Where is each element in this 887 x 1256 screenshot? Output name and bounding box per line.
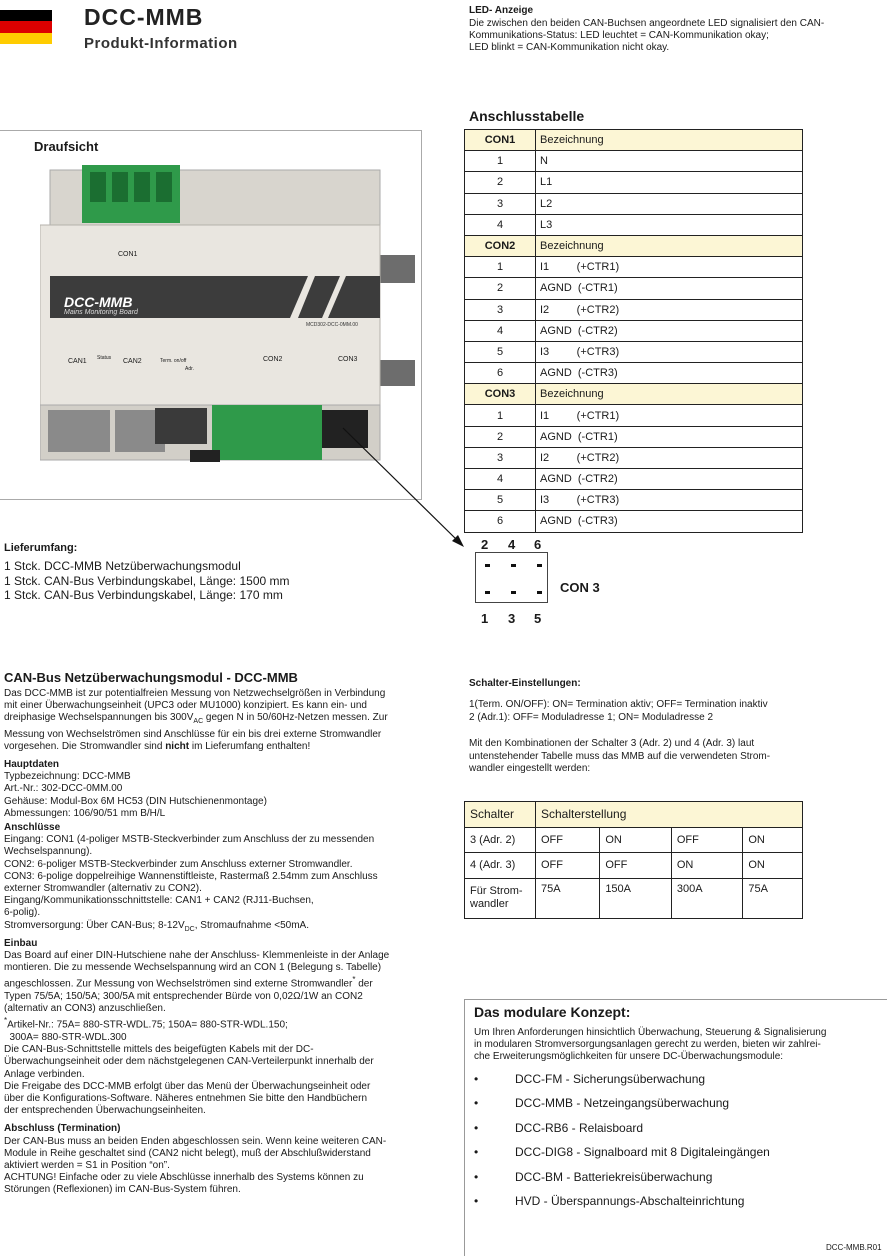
list-item: • HVD - Überspannungs-Abschalteinrichtung — [474, 1194, 874, 1218]
device-label: DCC-MMB — [64, 294, 133, 310]
led-text: Die zwischen den beiden CAN-Buchsen angeordnete LED signalisiert den CAN- Kommunikations-Status: LED leuchtet = CAN-Kommunikation okay; LED blinkt = CAN-Kommunikation nicht okay. — [469, 18, 825, 53]
table-row: 2 AGND (-CTR1) — [465, 426, 803, 447]
table-row: 3 (Adr. 2) OFF ON OFF ON — [465, 827, 803, 853]
device-adr-label: Adr. — [185, 366, 194, 372]
table-header-row: CON1 Bezeichnung — [465, 130, 803, 151]
schalter-heading: Schalter-Einstellungen: — [469, 678, 581, 689]
table-row: 2 AGND (-CTR1) — [465, 278, 803, 299]
list-item: • DCC-FM - Sicherungsüberwachung — [474, 1072, 874, 1096]
table-row: 3 L2 — [465, 193, 803, 214]
list-item: • DCC-RB6 - Relaisboard — [474, 1121, 874, 1145]
table-row: 4 L3 — [465, 214, 803, 235]
con3-connector-diagram — [475, 552, 548, 603]
lieferumfang-list: 1 Stck. DCC-MMB Netzüberwachungsmodul 1 Stck. CAN-Bus Verbindungskabel, Länge: 1500 mm 1 Stck. CAN-Bus Verbindungskabel, Länge: 170 mm — [4, 559, 290, 602]
device-status-label: Status — [97, 355, 112, 361]
can-section-body: Das DCC-MMB ist zur potentialfreien Messung von Netzwechselgrößen in Verbindung mit einer Überwachungseinheit (UPC3 oder MU1000) konzipiert. Es kann ein- und dreiphasige Wechselspannungen bis $300V_{AC}$ gegen N in 50/60Hz-Netzen messen. Zur Messung von Wechselströmen sind Anschlüsse für ein bis drei externe Stromwandler vorgesehen. Die Stromwandler sind nicht im Lieferumfang enthalten! Hauptdaten Typbezeichnung: DCC-MMB Art.-Nr.: 302-DCC-0MM.00 Gehäuse: Modul-Box 6M HC53 (DIN Hutschienenmontage) Abmessungen: 106/90/51 mm B/H/L Anschlüsse Eingang: CON1 (4-poliger MSTB-Steckverbinder zum Anschluss der zu messenden Wechselspannung). CON2: 6-poliger MSTB-Steckverbinder zum Anschluss externer Stromwandler. CON3: 6-polige doppelreihige Wannenstiftleiste, Rastermaß 2.54mm zum Anschluss externer Stromwandler (alternativ zu CON2). Eingang/Kommunikationsschnittstelle: CAN1 + CAN2 (RJ11-Buchsen, 6-polig). Stromversorgung: Über CAN-Bus; $8-12V_{DC}$, Stromaufnahme <50mA. Einbau Das Board auf einer DIN-Hutschiene nahe der Anschluss- Klemmenleiste in der Anlage montieren. Die zu messende Wechselspannung wird an CON 1 (Belegung s. Tabelle) angeschlossen. Zur Messung von Wechselströmen sind externe Stromwandler* der Typen 75/5A; 150/5A; 300/5A mit entsprechender Bürde von 0,02Ω/1W an CON2 (alternativ an CON3) anzuschließen. *Artikel-Nr.: 75A= 880-STR-WDL.75; 150A= 880-STR-WDL.150; 300A= 880-STR-WDL.300 Die CAN-Bus-Schnittstelle mittels des beigefügten Kabels mit der DC- Überwachungseinheit oder dem nächstgelegenen CAN-Verteilerpunkt innerhalb der Anlage verbinden. Die Freigabe des DCC-MMB erfolgt über das Menü der Überwachungseinheit oder über die Konfigurations-Software. Näheres entnehmen Sie bitte den Handbüchern der entsprechenden Überwachungseinheiten. Abschluss (Termination) Der CAN-Bus muss an beiden Enden abgeschlossen sein. Wenn keine weiteren CAN- Module in Reihe geschaltet sind (CAN2 nicht belegt), muß der Abschlußwiderstand aktiviert werden = S1 in Position “on”. ACHTUNG! Einfache oder zu viele Abschlüsse innerhalb des Systems können zu Störungen (Reflexionen) im CAN-Bus-System führen. — [4, 688, 390, 1196]
con3-pin-6: 6 — [534, 537, 542, 552]
schalter-text: 1(Term. ON/OFF): ON= Termination aktiv; OFF= Termination inaktiv 2 (Adr.1): OFF= Moduladresse 1; ON= Moduladresse 2 Mit den Kombinationen der Schalter 3 (Adr. 2) und 4 (Adr. 3) laut untenstehender Tabelle muss das MMB auf die verwendeten Strom- wandler eingestellt werden: — [469, 699, 771, 774]
modular-text: Um Ihren Anforderungen hinsichtlich Überwachung, Steuerung & Signalisierung in modularen Stromversorgungsanlagen gerecht zu werden, bieten wir zahlrei- che Erweiterungsmöglichkeiten für unsere DC-Überwachungsmodule: — [474, 1027, 827, 1062]
anschluss-table — [464, 129, 803, 533]
lieferumfang-heading: Lieferumfang: — [4, 542, 78, 554]
list-item: • DCC-BM - Batteriekreisüberwachung — [474, 1170, 874, 1194]
device-con3-label: CON3 — [338, 356, 358, 363]
device-con1-label: CON1 — [118, 251, 138, 258]
table-row: 6 AGND (-CTR3) — [465, 511, 803, 532]
figure-title: Draufsicht — [34, 139, 99, 154]
modular-list — [474, 1072, 874, 1218]
table-row: 5 I3 (+CTR3) — [465, 490, 803, 511]
table-row: 1 I1 (+CTR1) — [465, 257, 803, 278]
table-row: 4 AGND (-CTR2) — [465, 320, 803, 341]
con3-pin-5: 5 — [534, 611, 542, 626]
table-row: 5 I3 (+CTR3) — [465, 341, 803, 362]
con3-pin-2: 2 — [481, 537, 489, 552]
can-section-heading: CAN-Bus Netzüberwachungsmodul - DCC-MMB — [4, 670, 298, 685]
con3-pin-1: 1 — [481, 611, 489, 626]
device-sublabel: Mains Monitoring Board — [64, 309, 138, 316]
table-row: 1 N — [465, 151, 803, 172]
list-item: • DCC-DIG8 - Signalboard mit 8 Digitaleingängen — [474, 1145, 874, 1169]
con3-label: CON 3 — [560, 580, 600, 595]
table-row: Für Strom- wandler 75A 150A 300A 75A — [465, 878, 803, 918]
table-header-row: CON3 Bezeichnung — [465, 384, 803, 405]
device-can2-label: CAN2 — [123, 358, 142, 365]
led-heading: LED- Anzeige — [469, 5, 534, 16]
table-row: 3 I2 (+CTR2) — [465, 299, 803, 320]
table-row: 2 L1 — [465, 172, 803, 193]
list-item: • DCC-MMB - Netzeingangsüberwachung — [474, 1096, 874, 1120]
page-title: DCC-MMB — [84, 4, 204, 30]
device-term-label: Term. on/off — [160, 358, 187, 364]
device-part-number: MCD302-DCC-0MM.00 — [306, 322, 358, 328]
page-subtitle: Produkt-Information — [84, 35, 238, 52]
german-flag-icon — [0, 10, 52, 44]
con3-pin-3: 3 — [508, 611, 516, 626]
schalter-table — [464, 801, 803, 919]
table-row: 3 I2 (+CTR2) — [465, 447, 803, 468]
con3-pin-4: 4 — [508, 537, 516, 552]
con3-pointer-arrow — [340, 425, 470, 550]
table-row: 6 AGND (-CTR3) — [465, 363, 803, 384]
anschluss-title: Anschlusstabelle — [469, 108, 585, 124]
table-header-row: CON2 Bezeichnung — [465, 235, 803, 256]
table-row: 1 I1 (+CTR1) — [465, 405, 803, 426]
modular-heading: Das modulare Konzept: — [474, 1004, 631, 1020]
document-footer-id: DCC-MMB.R01 — [826, 1243, 882, 1252]
table-header-row: Schalter Schalterstellung — [465, 802, 803, 828]
device-can1-label: CAN1 — [68, 358, 87, 365]
device-con2-label: CON2 — [263, 356, 283, 363]
table-row: 4 AGND (-CTR2) — [465, 469, 803, 490]
table-row: 4 (Adr. 3) OFF OFF ON ON — [465, 853, 803, 879]
